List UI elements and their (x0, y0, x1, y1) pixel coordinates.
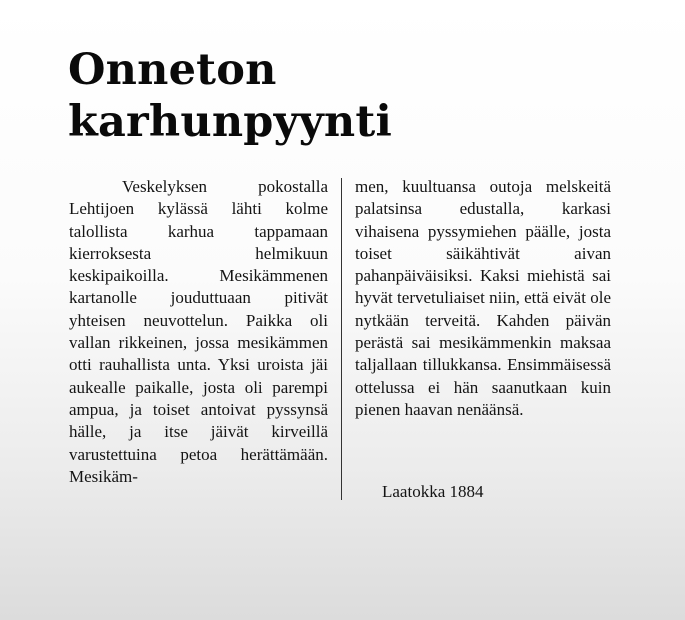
left-column-text: Veskelyksen pokostalla Lehtijoen kylässä lähti kolme talollista karhua tappamaan kierroksesta helmikuun keskipaikoilla. Mesikämmenen kartanolle jouduttuaan pitivät yhteisen neuvottelun. Paikka oli vallan rikkeinen, jossa mesikämmen otti rauhallista unta. Yksi uroista jäi aukealle paikalle, josta oli parempi ampua, ja toiset antoivat pyssynsä hälle, ja itse jäivät kirveillä varustettuina petoa herättämään. Mesikäm- (69, 177, 328, 486)
article-title (68, 44, 392, 148)
article-left-column (69, 176, 328, 488)
column-divider (341, 178, 342, 500)
right-column-text: men, kuultuansa outoja melskeitä palatsinsa edustalla, karkasi vihaisena pyssymiehen päälle, josta toiset säikähtivät aivan pahanpäiväisiksi. Kaksi miehistä sai hyvät tervetuliaiset niin, että eivät ole nytkään terveitä. Kahden päivän perästä sai mesikämmenkin maksaa taljallaan tillukkansa. Ensimmäisessä ottelussa ei hän saanutkaan kuin pienen haavan nenäänsä. (355, 177, 611, 419)
title-line-2: karhunpyynti (68, 97, 392, 147)
article-right-column (355, 176, 611, 421)
article-source: Laatokka 1884 (382, 482, 484, 501)
title-line-1: Onneton (68, 45, 277, 95)
